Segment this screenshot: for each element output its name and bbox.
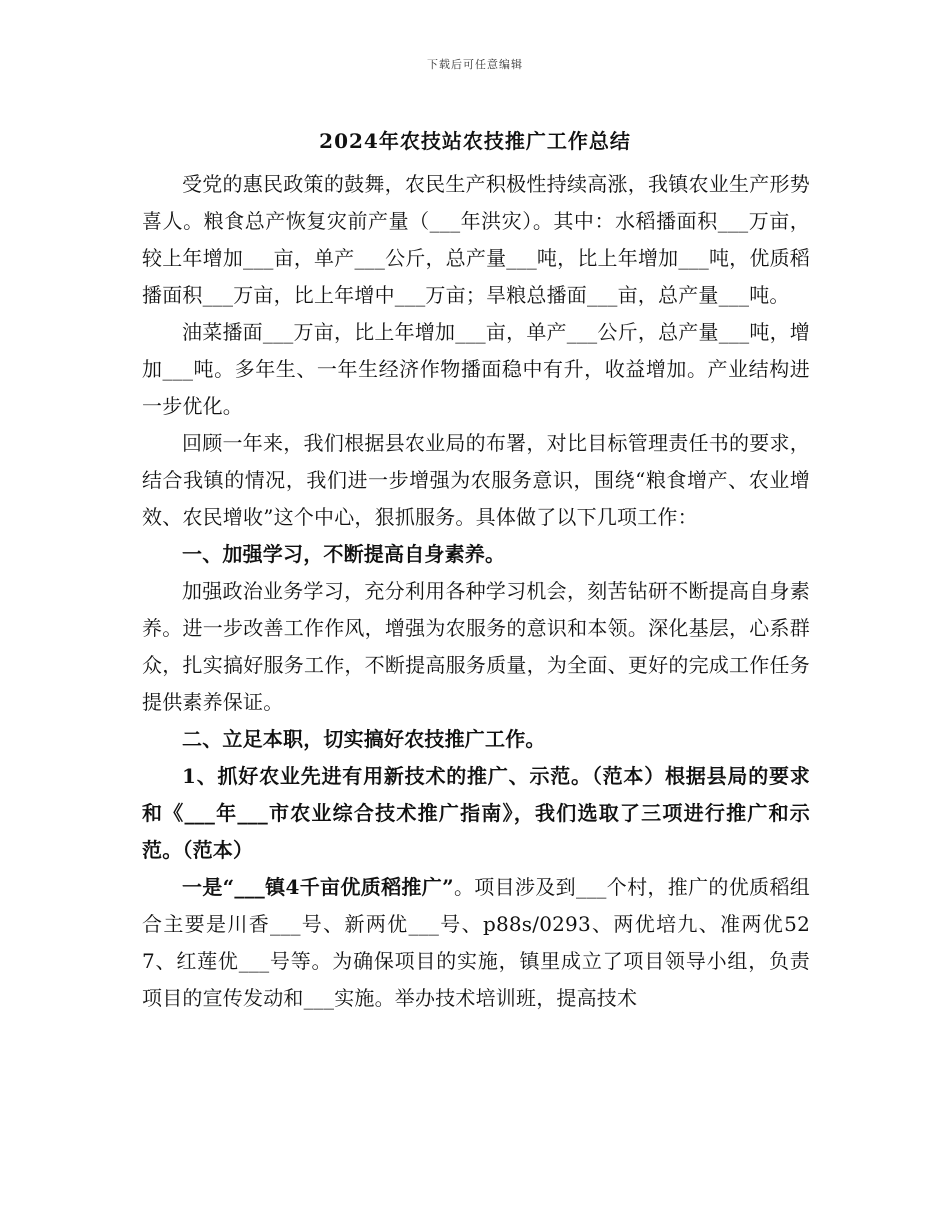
paragraph-grain-output: 受党的惠民政策的鼓舞，农民生产积极性持续高涨，我镇农业生产形势喜人。粮食总产恢复灾前产量（___年洪灾）。其中：水稻播面积___万亩，较上年增加___亩，单产___公斤，总产量___吨，比上年增加___吨，优质稻播面积___万亩，比上年增中___万亩；旱粮总播面___亩，总产量___吨。 (142, 172, 810, 307)
rice-project-lead: 一是“___镇4千亩优质稻推广” (182, 875, 454, 899)
paragraph-study: 加强政治业务学习，充分利用各种学习机会，刻苦钻研不断提高自身素养。进一步改善工作作风，增强为农服务的意识和本领。深化基层，心系群众，扎实搞好服务工作，不断提高服务质量，为全面、更好的完成工作任务提供素养保证。 (142, 579, 810, 714)
page-title: 2024年农技站农技推广工作总结 (319, 129, 631, 153)
paragraph-review: 回顾一年来，我们根据县农业局的布署，对比目标管理责任书的要求，结合我镇的情况，我们进一步增强为农服务意识，围绕“粮食增产、农业增效、农民增收”这个中心，狠抓服务。具体做了以下几项工作： (142, 431, 810, 529)
paragraph-new-tech: 1、抓好农业先进有用新技术的推广、示范。（范本）根据县局的要求和《___年___市农业综合技术推广指南》，我们选取了三项进行推广和示范。（范本） (142, 764, 810, 862)
section-heading-extension: 二、立足本职，切实搞好农技推广工作。 (182, 727, 546, 751)
section-heading-study: 一、加强学习，不断提高自身素养。 (182, 542, 506, 566)
header-note: 下载后可任意编辑 (427, 58, 523, 71)
paragraph-rice-project (142, 869, 810, 1017)
rice-project-text: 。项目涉及到___个村，推广的优质稻组合主要是川香___号、新两优___号、p88s/0293、两优培九、准两优527、红莲优___号等。为确保项目的实施，镇里成立了项目领导小组，负责项目的宣传发动和___实施。举办技术培训班，提高技术 (142, 875, 810, 1010)
document-body (142, 166, 810, 1017)
paragraph-rapeseed: 油菜播面___万亩，比上年增加___亩，单产___公斤，总产量___吨，增加___吨。多年生、一年生经济作物播面稳中有升，收益增加。产业结构进一步优化。 (142, 320, 810, 418)
